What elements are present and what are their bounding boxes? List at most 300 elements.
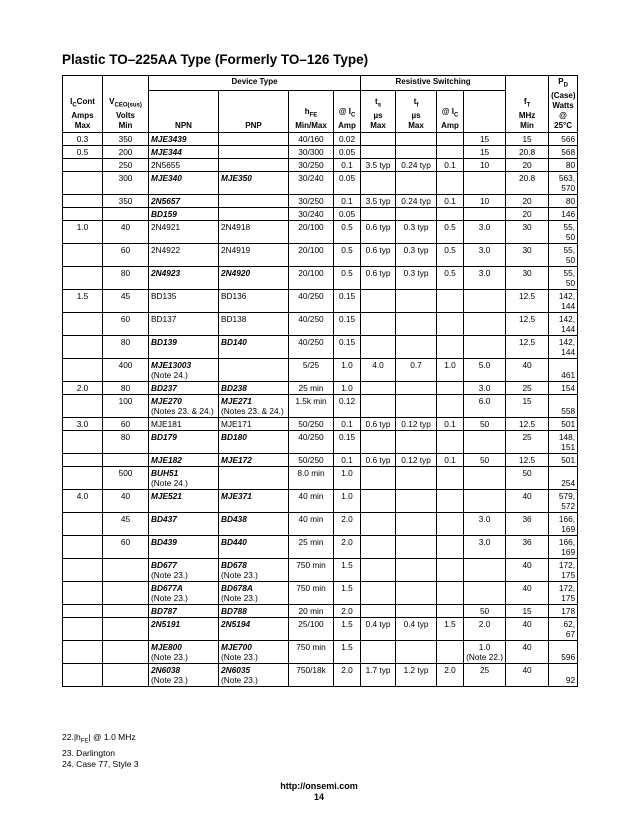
at-ic2-cell [437,466,464,489]
tf-cell [396,394,437,417]
ic-cont-cell [63,535,103,558]
pd-cell: 50 [506,466,549,489]
pnp-cell: 2N5194 [219,617,289,640]
at-ic-cell: 1.5 [334,617,361,640]
npn-note: (Note 23.) [151,592,188,603]
at-ic2-cell: 0.1 [437,194,464,207]
pd-cell: 12.5 [506,335,549,358]
table-row [63,207,578,220]
vceo-header: $V_{CEO(sus)}$ Volts Min [103,76,149,133]
at-ic2-cell [437,535,464,558]
page-cell: 172, 175 [549,581,578,604]
vceo-cell: 60 [103,243,149,266]
vceo-cell [103,604,149,617]
vceo-cell: 350 [103,194,149,207]
npn-cell: BD179 [149,430,219,453]
vceo-cell: 200 [103,145,149,158]
page-cell: 154 [549,381,578,394]
pnp-cell: 2N4920 [219,266,289,289]
pd-cell: 30 [506,266,549,289]
ts-cell: 0.6 typ [361,266,396,289]
pd-cell: 30 [506,243,549,266]
ts-cell [361,207,396,220]
page-cell: 172, 175 [549,558,578,581]
at-ic2-cell [437,335,464,358]
hfe-cell: 750 min [289,581,334,604]
pd-cell: 15 [506,394,549,417]
ic-cont-cell [63,466,103,489]
ft-cell: 10 [464,194,506,207]
npn-cell: MJE344 [149,145,219,158]
hfe-cell: 5/25 [289,358,334,381]
at-ic-cell: 1.5 [334,558,361,581]
vceo-cell [103,640,149,663]
vceo-cell: 60 [103,417,149,430]
hfe-cell: 50/250 [289,453,334,466]
pd-cell: 25 [506,430,549,453]
tf-cell [396,132,437,145]
table-row [63,640,578,663]
pnp-note: (Note 23.) [221,592,258,603]
ft-cell: 6.0 [464,394,506,417]
tf-cell [396,171,437,194]
table-row [63,617,578,640]
pnp-note: (Note 23.) [221,569,258,580]
ts-cell [361,394,396,417]
at-ic-cell: 2.0 [334,663,361,686]
ic-cont-cell [63,640,103,663]
ts-cell [361,171,396,194]
pnp-cell: 2N4919 [219,243,289,266]
ts-cell: 3.5 typ [361,158,396,171]
pnp-cell: BD678A (Note 23.) [219,581,289,604]
pnp-cell: BD438 [219,512,289,535]
tf-cell: 0.3 typ [396,266,437,289]
npn-cell: MJE181 [149,417,219,430]
hfe-cell: 40/160 [289,132,334,145]
ft-cell [464,207,506,220]
ft-cell: 50 [464,453,506,466]
at-ic-cell: 0.5 [334,220,361,243]
hfe-header: $h_{FE}$ Min/Max [289,91,334,133]
vceo-cell: 45 [103,512,149,535]
npn-cell: MJE182 [149,453,219,466]
ft-cell: 3.0 [464,512,506,535]
ic-cont-cell [63,663,103,686]
ic-cont-cell: 4.0 [63,489,103,512]
at-ic2-cell: 0.1 [437,158,464,171]
at-ic2-cell [437,381,464,394]
page-cell: 55, 50 [549,220,578,243]
pnp-cell: BD138 [219,312,289,335]
npn-cell: BD437 [149,512,219,535]
ic-cont-header: $I_CCont$ Amps Max [63,76,103,133]
ts-cell [361,581,396,604]
tf-cell [396,489,437,512]
at-ic-cell: 0.15 [334,430,361,453]
ts-cell [361,640,396,663]
page-title: Plastic TO–225AA Type (Formerly TO–126 Type) [62,52,369,67]
table-row [63,430,578,453]
at-ic-cell: 0.15 [334,335,361,358]
pd-cell: 15 [506,604,549,617]
table-row [63,266,578,289]
hfe-cell: 20/100 [289,220,334,243]
ts-cell [361,604,396,617]
ic-cont-cell: 1.5 [63,289,103,312]
ft-cell: 50 [464,417,506,430]
table-row [63,335,578,358]
pd-cell: 40 [506,358,549,381]
at-ic2-cell [437,430,464,453]
hfe-cell: 40/250 [289,335,334,358]
ts-cell [361,132,396,145]
table-row [63,145,578,158]
pnp-cell [219,132,289,145]
vceo-cell [103,453,149,466]
npn-cell: MJE340 [149,171,219,194]
ic-cont-cell: 2.0 [63,381,103,394]
pd-cell: 25 [506,381,549,394]
vceo-cell: 40 [103,220,149,243]
at-ic-cell: 0.05 [334,207,361,220]
tf-cell: 0.24 typ [396,194,437,207]
ts-cell [361,312,396,335]
ft-cell [464,558,506,581]
pnp-cell: BD440 [219,535,289,558]
ts-cell [361,430,396,453]
pnp-cell [219,358,289,381]
at-ic2-cell: 1.5 [437,617,464,640]
ic-cont-cell [63,512,103,535]
at-ic-cell: 0.1 [334,194,361,207]
ft-cell [464,171,506,194]
ts-cell: 0.6 typ [361,417,396,430]
page-cell: 55, 50 [549,243,578,266]
page-cell: 178 [549,604,578,617]
hfe-cell: 25 min [289,381,334,394]
at-ic-cell: 1.0 [334,358,361,381]
page-cell: 166, 169 [549,512,578,535]
pd-cell: 40 [506,489,549,512]
at-ic2-cell: 0.1 [437,453,464,466]
npn-cell: BD139 [149,335,219,358]
tf-cell [396,430,437,453]
table-row [63,312,578,335]
ft-cell: 15 [464,145,506,158]
table-row [63,394,578,417]
ic-cont-cell: 3.0 [63,417,103,430]
at-ic-cell: 0.05 [334,145,361,158]
at-ic2-header: @ $I_C$ Amp [437,91,464,133]
hfe-cell: 1.5k min [289,394,334,417]
at-ic-cell: 1.0 [334,489,361,512]
ic-cont-cell [63,335,103,358]
page-cell: 568 [549,145,578,158]
at-ic2-cell [437,558,464,581]
ft-cell: 25 [464,663,506,686]
npn-cell: 2N6038 (Note 23.) [149,663,219,686]
tf-cell [396,289,437,312]
at-ic-cell: 2.0 [334,604,361,617]
ts-cell: 0.6 typ [361,453,396,466]
tf-cell: 0.24 typ [396,158,437,171]
ic-cont-cell [63,207,103,220]
pnp-header: PNP [219,91,289,133]
pd-cell: 40 [506,663,549,686]
ft-header: $f_T$ MHz Min [506,76,549,133]
vceo-cell: 80 [103,381,149,394]
hfe-cell: 30/240 [289,171,334,194]
at-ic2-cell [437,489,464,512]
table-row [63,220,578,243]
pnp-cell [219,145,289,158]
vceo-cell: 80 [103,335,149,358]
pd-cell: 36 [506,535,549,558]
ts-cell [361,489,396,512]
ts-cell [361,289,396,312]
ft-cell: 5.0 [464,358,506,381]
ic-cont-cell [63,394,103,417]
vceo-cell [103,207,149,220]
footnote-24: 24. Case 77, Style 3 [62,758,139,769]
at-ic-cell: 1.5 [334,640,361,663]
ft-cell: 50 [464,604,506,617]
vceo-cell [103,581,149,604]
page-cell: 80 [549,194,578,207]
npn-cell: MJE800 (Note 23.) [149,640,219,663]
footer-url[interactable]: http://onsemi.com [280,781,358,791]
footnotes [62,732,139,770]
table-row [63,558,578,581]
ic-cont-cell [63,617,103,640]
at-ic-cell: 1.0 [334,466,361,489]
pd-cell: 12.5 [506,289,549,312]
pnp-cell: 2N4918 [219,220,289,243]
vceo-cell: 60 [103,535,149,558]
page-cell: 461 [549,358,578,381]
ic-cont-cell [63,358,103,381]
ic-cont-cell: 0.3 [63,132,103,145]
at-ic2-cell [437,581,464,604]
ft-cell: 3.0 [464,535,506,558]
pd-cell: 40 [506,558,549,581]
ts-cell [361,558,396,581]
page-cell: 579, 572 [549,489,578,512]
at-ic-cell: 2.0 [334,512,361,535]
ts-cell [361,335,396,358]
npn-header: NPN [149,91,219,133]
at-ic-cell: 1.0 [334,381,361,394]
table-row [63,289,578,312]
hfe-cell: 30/250 [289,158,334,171]
tf-cell [396,512,437,535]
pnp-cell [219,194,289,207]
at-ic2-cell [437,145,464,158]
vceo-cell: 400 [103,358,149,381]
tf-cell [396,207,437,220]
vceo-cell: 80 [103,430,149,453]
pd-cell: 20.8 [506,145,549,158]
ft-cell [464,335,506,358]
table-row [63,132,578,145]
npn-cell: BD237 [149,381,219,394]
at-ic2-cell [437,512,464,535]
ic-cont-cell [63,194,103,207]
pnp-note: (Notes 23. & 24.) [221,405,284,416]
hfe-cell: 50/250 [289,417,334,430]
npn-cell: MJE521 [149,489,219,512]
table-row [63,535,578,558]
page-cell: 563, 570 [549,171,578,194]
table-row [63,466,578,489]
ts-cell: 3.5 typ [361,194,396,207]
pnp-cell: MJE700 (Note 23.) [219,640,289,663]
table-row [63,358,578,381]
pnp-cell [219,158,289,171]
ic-cont-cell [63,604,103,617]
at-ic2-cell [437,394,464,417]
page-cell: 62, 67 [549,617,578,640]
pnp-cell: BD180 [219,430,289,453]
ft-cell: 3.0 [464,266,506,289]
pnp-cell: MJE171 [219,417,289,430]
ts-cell [361,466,396,489]
vceo-cell [103,617,149,640]
pnp-cell: BD788 [219,604,289,617]
tf-cell: 0.3 typ [396,220,437,243]
pd-cell: 12.5 [506,453,549,466]
at-ic-cell: 0.12 [334,394,361,417]
ic-cont-cell [63,581,103,604]
pd-cell: 12.5 [506,312,549,335]
vceo-cell [103,558,149,581]
at-ic2-cell: 0.5 [437,243,464,266]
page-cell: 142, 144 [549,335,578,358]
ts-cell [361,535,396,558]
pd-cell: 40 [506,581,549,604]
at-ic-cell: 0.15 [334,289,361,312]
hfe-cell: 40/250 [289,430,334,453]
hfe-cell: 30/250 [289,194,334,207]
header-row-1 [63,76,578,91]
npn-note: (Note 23.) [151,569,188,580]
npn-note: (Note 24.) [151,477,188,488]
pnp-note: (Note 23.) [221,674,258,685]
tf-cell: 0.7 [396,358,437,381]
npn-cell: 2N4923 [149,266,219,289]
at-ic2-cell [437,312,464,335]
ft-cell: 15 [464,132,506,145]
tf-cell [396,466,437,489]
page-cell: 146 [549,207,578,220]
npn-cell: BD787 [149,604,219,617]
page-cell: 166, 169 [549,535,578,558]
vceo-cell [103,663,149,686]
at-ic2-cell: 2.0 [437,663,464,686]
hfe-cell: 40/250 [289,289,334,312]
page-cell: 92 [549,663,578,686]
hfe-cell: 30/300 [289,145,334,158]
hfe-cell: 8.0 min [289,466,334,489]
page-cell: 501 [549,417,578,430]
ts-cell: 0.4 typ [361,617,396,640]
pnp-cell: BD136 [219,289,289,312]
ft-cell [464,466,506,489]
ic-cont-cell [63,243,103,266]
ft-cell [464,430,506,453]
at-ic2-cell [437,289,464,312]
at-ic-cell: 0.1 [334,158,361,171]
pnp-cell: BD140 [219,335,289,358]
table-row [63,243,578,266]
at-ic-cell: 0.1 [334,453,361,466]
ft-cell: 3.0 [464,243,506,266]
at-ic2-cell [437,640,464,663]
npn-cell: 2N5655 [149,158,219,171]
table-row [63,581,578,604]
hfe-cell: 30/240 [289,207,334,220]
tf-cell: 0.12 typ [396,417,437,430]
npn-note: (Note 23.) [151,651,188,662]
npn-cell: MJE270 (Notes 23. & 24.) [149,394,219,417]
ic-cont-cell [63,312,103,335]
pd-cell: 40 [506,617,549,640]
npn-cell: MJE3439 [149,132,219,145]
page-cell: 148, 151 [549,430,578,453]
tf-cell: 1.2 typ [396,663,437,686]
vceo-cell: 80 [103,266,149,289]
at-ic2-cell: 0.1 [437,417,464,430]
npn-cell: BD677A (Note 23.) [149,581,219,604]
at-ic2-cell [437,171,464,194]
ic-cont-cell [63,266,103,289]
at-ic2-cell: 1.0 [437,358,464,381]
page-cell: 55, 50 [549,266,578,289]
ts-cell [361,512,396,535]
pd-cell: 20.8 [506,171,549,194]
vceo-cell: 500 [103,466,149,489]
ic-cont-cell [63,171,103,194]
tf-cell [396,381,437,394]
tf-cell: 0.3 typ [396,243,437,266]
pd-cell: 20 [506,158,549,171]
table-row [63,453,578,466]
table-row [63,158,578,171]
tf-cell [396,145,437,158]
at-ic2-cell [437,207,464,220]
ft-cell: 1.0 (Note 22.) [464,640,506,663]
pd-cell: 20 [506,207,549,220]
at-ic2-cell [437,132,464,145]
page-cell: 142, 144 [549,312,578,335]
vceo-cell: 60 [103,312,149,335]
table-body [63,132,578,686]
page-cell: 558 [549,394,578,417]
ic-cont-cell [63,158,103,171]
npn-note: (Note 24.) [151,369,188,380]
ts-cell [361,145,396,158]
vceo-cell: 100 [103,394,149,417]
hfe-cell: 40 min [289,489,334,512]
table-row [63,171,578,194]
resistive-switching-header: Resistive Switching [361,76,506,91]
pd-cell: 36 [506,512,549,535]
vceo-cell: 300 [103,171,149,194]
at-ic-header: @ $I_C$ Amp [334,91,361,133]
footnote-22: $22.|h_{FE}|$ @ 1.0 MHz [62,732,136,745]
at-ic-cell: 1.5 [334,581,361,604]
